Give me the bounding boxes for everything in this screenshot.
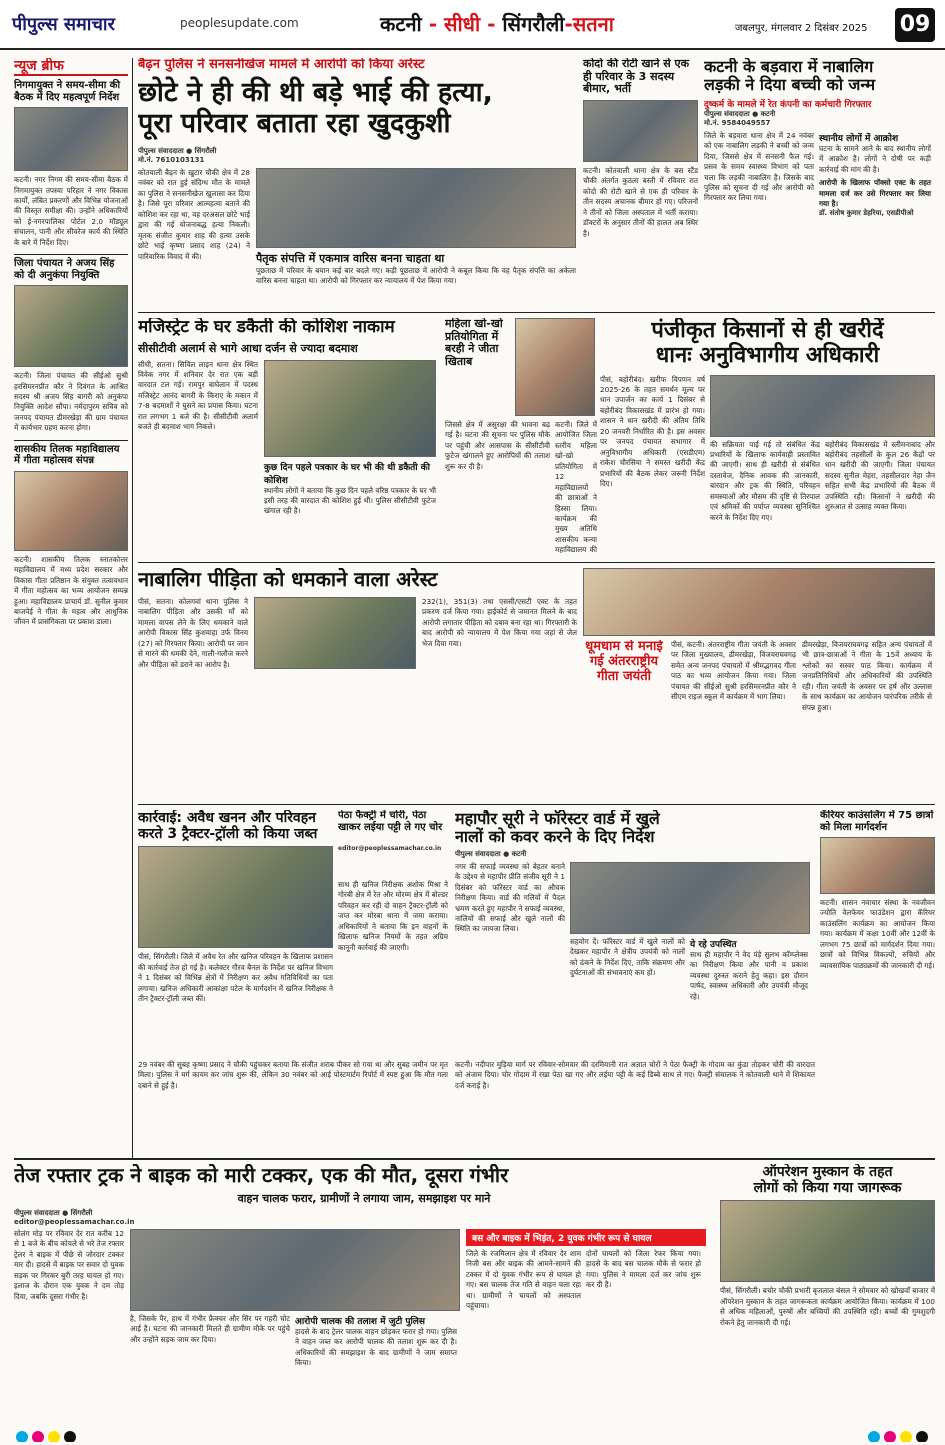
brief-body-3: कटनी। शासकीय तिलक स्नातकोत्तर महाविद्यालय में मध्य प्रदेश सरकार और विकास गीता प्रतिष्ठान के संयुक्त तत्वावधान में गीता महोत्सव का भव्य आयोजन सम्पन्न हुआ। महाविद्यालय प्राचार्य डॉ. सुनील कुमार बाजपेई ने गीता के महत्व और आधुनिक जीवन में प्रासंगिकता पर प्रकाश डाला। <box>14 554 128 627</box>
kho-photo <box>515 318 595 416</box>
muskan-headline-1: ऑपरेशन मुस्कान के तहत <box>762 1164 893 1180</box>
threat-story <box>138 568 578 798</box>
registration-marks <box>14 1428 134 1442</box>
accident-body-3: हादसे के बाद ट्रेलर चालक वाहन छोड़कर फरार हो गया। पुलिस ने वाहन जब्त कर आरोपी चालक की तलाश शुरू कर दी है। अधिकारियों की समझाइश के बाद ग्रामीणों ने जाम समाप्त किया। <box>295 1327 457 1368</box>
gita-story <box>583 640 935 800</box>
paddy-photo <box>710 375 935 437</box>
dacoity-subhead: सीसीटीवी अलार्म से भागे आधा दर्जन से ज्यादा बदमाश <box>138 341 358 355</box>
threat-body-2: 232(1), 351(3) तथा एससी/एसटी एक्ट के तहत प्रकरण दर्ज किया गया। हाईकोर्ट से जमानत मिलने के बाद आरोपी लगातार पीड़िता को दबाव बना रहा था। गिरफ्तारी के बाद आरोपी को न्यायालय में पेश किया गया जहां से जेल भेज दिया गया। <box>422 597 577 648</box>
spacer <box>14 1060 132 1061</box>
career-story <box>820 810 935 1050</box>
accident-subhead: वाहन चालक फरार, ग्रामीणों ने लगाया जाम, समझाइश पर माने <box>237 1192 491 1205</box>
petha-headline: पेठा फैक्ट्री में चोरी, पेठा खाकर लईया पट्टी ले गए चोर <box>338 810 443 833</box>
minor-subhead-2: स्थानीय लोगों में आक्रोश <box>819 133 899 144</box>
row-divider <box>138 804 935 805</box>
accident-body: सोलंग मोड़ पर रविवार देर रात करीब 12 से 1 बजे के बीच कोयले से भरे तेज रफ्तार ट्रेलर ने बाइक में पीछे से जोरदार टक्कर मार दी। हादसे में बाइक पर सवार दो युवक सड़क पर गिरकर बुरी तरह घायल हो गए। इलाज के दौरान एक युवक ने दम तोड़ दिया, जबकि दूसरा गंभीर है। <box>14 1229 124 1301</box>
magenta-dot <box>884 1431 896 1442</box>
mayor-subhead: ये रहे उपस्थित <box>690 939 737 950</box>
brief-headline-3: शासकीय तिलक महाविद्यालय में गीता महोत्सव संपन्न <box>14 440 128 467</box>
paddy-body-3: बहोरीबंद विकासखंड में स्लीमनाबाद और बहोरीबंद तहसीलों के कुल 26 केंद्रों पर धान खरीदी की जाएगी। जिला पंचायत सदस्य सुनील मेहरा, तहसीलदार नेहा जैन सहित सभी केंद्र प्रभारियों की बैठक में उपस्थिति रही। किसानों ने खरीदी की शुरुआत से उत्साह व्यक्त किया। <box>825 439 935 512</box>
petha-body: कटनी। नदीपार मुड़िया मार्ग पर रविवार-सोमवार की दरमियानी रात अज्ञात चोरों ने पेठा फैक्ट्री के गोदाम का कुंडा तोड़कर चोरी की वारदात को अंजाम दिया। चोर गोदाम में रखा पेठा खा गए और लईया पट्टी के कई डिब्बे साथ ले गए। फैक्ट्री संचालक ने कोतवाली थाने में शिकायत दर्ज कराई है। <box>455 1060 815 1090</box>
magenta-dot <box>32 1431 44 1442</box>
lead-headline-line2: पूरा परिवार बताता रहा खुदकुशी <box>138 107 451 139</box>
kodo-headline: कोदो की रोटी खाने से एक ही परिवार के 3 सदस्य बीमार, भर्ती <box>583 58 690 96</box>
brief-headline-1: निगमायुक्त ने समय-सीमा की बैठक में दिए महत्वपूर्ण निर्देश <box>14 80 121 103</box>
accident-story <box>14 1164 714 1424</box>
kho-body: कटनी। जिले में आयोजित जिला स्तरीय महिला खो-खो प्रतियोगिता में 12 महाविद्यालयों की छात्राओं ने हिस्सा लिया। कार्यक्रम की मुख्य अतिथि शासकीय कन्या महाविद्यालय की <box>555 420 597 555</box>
row-divider <box>14 1158 935 1160</box>
mining-headline-2: करते 3 ट्रैक्टर-ट्रॉली को किया जब्त <box>138 826 318 843</box>
paddy-body-1: पीसं, बहोरीबंद। खरीफ विपणन वर्ष 2025-26 के तहत समर्थन मूल्य पर धान उपार्जन का कार्य 1 दिसंबर से बहोरीबंद विकासखंड में प्रारंभ हो गया। शासन ने धान खरीदी की अंतिम तिथि 20 जनवरी निर्धारित की है। इस अवसर पर जनपद पंचायत सभागार में अनुविभागीय अधिकारी (एसडीएम) राकेश चौरसिया ने समस्त खरीदी केंद्र प्रभारियों की बैठक लेकर जरूरी निर्देश दिए। <box>600 374 705 488</box>
lead-byline: पीपुल्स संवाददाता ● सिंगरौली <box>138 147 217 156</box>
brief-photo-2 <box>14 285 128 367</box>
lead-story <box>138 58 578 308</box>
career-body: कटनी। शासन नवाचार संस्था के नवजीवन ज्योति वेलफेयर फाउंडेशन द्वारा कॅरियर काउंसलिंग कार्यक्रम का आयोजन किया गया। कार्यक्रम में कक्षा 10वीं और 12वीं के लगभग 75 छात्रों को मार्गदर्शन दिया गया। छात्रों को विभिन्न विकल्पों, रुचियों और व्यावसायिक पाठ्यक्रमों की जानकारी दी गई। <box>820 898 935 970</box>
mayor-body: नगर की सफाई व्यवस्था को बेहतर बनाने के उद्देश्य से महापौर प्रीति संजीव सूरी ने 1 दिसंबर को फॉरेस्टर वार्ड का औचक निरीक्षण किया। वार्ड की गलियों में पैदल भ्रमण करते हुए महापौर ने सफाई व्यवस्था, नालियों की सफाई और खुले नालों की स्थिति का जायजा लिया। <box>455 861 565 934</box>
dacoity-photo <box>264 360 436 457</box>
mayor-photo <box>570 862 810 934</box>
muskan-body: पीसं, सिंगरौली। बचोर चौकी प्रभारी बृजलाल बंसल ने सोमवार को खोखवाँ बाजार में ऑपरेशन मुस्कान के तहत जागरूकता कार्यक्रम आयोजित किया। कार्यक्रम में 100 से अधिक महिलाओं, पुरुषों और बच्चियों की उपस्थिति रही। बच्चों की गुमशुदगी रोकने हेतु जानकारी दी गई। <box>720 1286 935 1327</box>
section-singrauli: सिंगरौली <box>502 12 565 36</box>
section-title <box>380 10 614 37</box>
cyan-dot <box>868 1431 880 1442</box>
biketruck-headline: बस और बाइक में भिड़ंत, 2 युवक गंभीर रूप से घायल <box>466 1229 706 1246</box>
paddy-headline-1: पंजीकृत किसानों से ही खरीदें <box>651 318 884 343</box>
career-headline: कॅरियर काउंसलिंग में 75 छात्रों को मिला मार्गदर्शन <box>820 810 934 833</box>
minor-quote-by: डॉ. संतोष कुमार डेहरिया, एसडीपीओ <box>819 209 914 218</box>
masthead <box>0 0 945 50</box>
minor-body: जिले के बड़वारा थाना क्षेत्र में 24 नवंबर को एक नाबालिग लड़की ने बच्ची को जन्म दिया, जिससे क्षेत्र में सनसनी फैल गई। प्रसव के समय स्वास्थ्य विभाग को पता चला कि लड़की नाबालिग है। जिसके बाद पुलिस को सूचना दी गई और आरोपी को गिरफ्तार कर लिया गया। <box>704 130 814 203</box>
muskan-photo <box>720 1200 935 1282</box>
threat-photo <box>254 597 416 669</box>
brief-label: न्यूज ब्रीफ <box>14 58 128 76</box>
paddy-body-2: की सक्रियता पाई गई तो संबंधित केंद्र प्रभारियों के खिलाफ कार्यवाही प्रस्तावित की जाएगी। साथ ही खरीदी से संबंधित दस्तावेज, दैनिक आवक की जानकारी, बारदान और ट्रक की स्थिति, परिवहन समस्याओं और मौसम की दृष्टि से तिरपाल एवं श्रमिकों की पर्याप्त व्यवस्था सुनिश्चित करने के निर्देश दिए गए। <box>710 439 820 522</box>
mining-photo <box>138 846 333 948</box>
row-divider <box>138 312 935 313</box>
gita-body-2: ढीमरखेड़ा, विजयराघवगढ़ सहित अन्य पंचायतों में भी छात्र-छात्राओं ने गीता के 15वें अध्याय के श्लोकों का सस्वर पाठ किया। कार्यक्रम में जनप्रतिनिधियों और अधिकारियों की उपस्थिति रही। गीता जयंती के अवसर पर हर्ष और उल्लास के साथ कार्यक्रम का आयोजन पारंपरिक तरीके से संपन्न हुआ। <box>802 640 932 712</box>
row-divider <box>138 562 935 563</box>
news-brief-column <box>14 58 128 1158</box>
mining-body: पीसं, सिंगरौली। जिले में अवैध रेत और खनिज परिवहन के खिलाफ प्रशासन की कार्रवाई तेज हो गई है। कलेक्टर गौरव बैनल के निर्देश पर खनिज विभाग ने 1 दिसंबर को विभिन्न क्षेत्रों में निरीक्षण कर अवैध गतिविधियों का पता लगाया। खनिज अधिकारी आकांक्षा पटेल के मार्गदर्शन में खनिज निरीक्षक ने तीन ट्रैक्टर-ट्रॉली जब्त कीं। <box>138 952 333 1003</box>
lead-photo <box>256 168 576 248</box>
kodo-story <box>583 58 698 308</box>
lead-subhead: पैतृक संपत्ति में एकमात्र वारिस बनना चाहता था <box>256 252 445 266</box>
accident-photo <box>130 1229 460 1311</box>
lead-body-3: पूछताछ में परिवार के बयान कई बार बदले गए। कड़ी पूछताछ में आरोपी ने कबूल किया कि वह पैतृक संपत्ति का अकेला वारिस बनना चाहता था। आरोपी को गिरफ्तार कर न्यायालय में पेश किया गया। <box>256 266 576 286</box>
accident-subhead-2: आरोपी चालक की तलाश में जुटी पुलिस <box>295 1317 425 1327</box>
kodo-body: कटनी। कोतवाली थाना क्षेत्र के बस स्टैंड चौकी अंतर्गत कुठला बस्ती में रविवार रात कोदो की रोटी खाने से एक ही परिवार के तीन सदस्य अचानक बीमार हो गए। परिजनों ने तीनों को जिला अस्पताल में भर्ती कराया। डॉक्टरों के अनुसार तीनों की हालत अब स्थिर है। <box>583 165 698 238</box>
muskan-story <box>720 1164 935 1424</box>
mayor-body-3: साथ ही महापौर ने वेद पंड़े सुलभ कॉम्प्लेक्स का निरीक्षण किया और पानी व प्रकाश व्यवस्था दुरुस्त कराने हेतु कहा। इस दौरान पार्षद, स्वास्थ्य अधिकारी और उपयंत्री मौजूद रहे। <box>690 949 808 1001</box>
issue-date: जबलपुर, मंगलवार 2 दिसंबर 2025 <box>735 23 868 34</box>
dacoity-story <box>138 318 438 558</box>
black-dot <box>916 1431 928 1442</box>
mayor-byline: पीपुल्स संवाददाता ● कटनी <box>455 849 527 858</box>
yellow-dot <box>48 1431 60 1442</box>
column-divider <box>132 58 133 1158</box>
mayor-body-2: सहयोग दें। फॉरेस्टर वार्ड में खुले नालों को देखकर महापौर ने क्षेत्रीय उपयंत्री को नालों को ढंकने के निर्देश दिए, ताकि संक्रमण और दुर्घटनाओं की संभावनाएं कम हों। <box>570 936 685 978</box>
paddy-headline-2: धानः अनुविभागीय अधिकारी <box>655 343 880 369</box>
lead-body-1: कोतवाली बैढ़न के खुटार चौकी क्षेत्र में 28 नवंबर को रात हुई संदिग्ध मौत के मामले का पुलिस ने सनसनीखेज खुलासा कर दिया है। जिसे पूरा परिवार आत्महत्या बताने की कोशिश कर रहा था, वह दरअसल छोटे भाई द्वारा की गई योजनाबद्ध हत्या निकली। मृतक संजीत कुमार शाह की हत्या उसके छोटे भाई कृष्णा प्रसाद शाह (24) ने पारिवारिक विवाद में की। <box>138 168 250 261</box>
cyan-dot <box>16 1431 28 1442</box>
lead-headline-line1: छोटे ने ही की थी बड़े भाई की हत्या, <box>138 76 493 108</box>
mining-headline-1: कार्रवाई: अवैध खनन और परिवहन <box>138 810 316 826</box>
threat-body: पीसं, सतना। कोलगवां थाना पुलिस ने नाबालिग पीड़िता और उसकी माँ को मामला वापस लेने के लिए धमकाने वाले आरोपी विकास सिंह कुशवाहा उर्फ विनय (27) को गिरफ्तार किया। आरोपी पर जान से मारने की धमकी देने, गाली-गलौज करने और पीड़िता को डराने का आरोप है। <box>138 597 248 669</box>
minor-mobile: मो.नं. 9584049557 <box>704 118 771 127</box>
dacoity-body: सीधी, सतना। सिविल लाइन थाना क्षेत्र स्थित विवेक नगर में शनिवार देर रात एक बड़ी वारदात टल गई। रामपुर बाघेलान में पदस्थ मजिस्ट्रेट आनंद बागरी के किराए के मकान में 7-8 बदमाशों ने घुसने का प्रयास किया। घटना रात लगभग 1 बजे की है। सीसीटीवी अलार्म बजते ही बदमाश भाग निकले। <box>138 359 258 432</box>
kho-headline: महिला खो-खो प्रतियोगिता में बरही ने जीता खिताब <box>445 318 503 368</box>
dacoity-body-3: जिससे क्षेत्र में असुरक्षा की भावना बढ़ गई है। घटना की सूचना पर पुलिस मौके पर पहुंची और आसपास के सीसीटीवी फुटेज खंगालने हुए आरोपियों की तलाश शुरू कर दी है। <box>445 420 550 471</box>
gita-photo <box>583 568 935 636</box>
black-dot <box>64 1431 76 1442</box>
biketruck-body: जिले के रजमिलान क्षेत्र में रविवार देर शाम निजी बस और बाइक की आमने-सामने की टक्कर में दो युवक गंभीर रूप से घायल हो गए। बस चालक तेज गति से वाहन चला रहा था। ग्रामीणों ने घायलों को अस्पताल पहुंचाया। <box>466 1249 581 1311</box>
section-satna: -सतना <box>564 12 614 36</box>
website-link[interactable]: peoplesupdate.com <box>180 16 299 30</box>
accident-byline: पीपुल्स संवाददाता ● सिंगरौली <box>14 1209 93 1217</box>
petha-meta <box>338 845 450 880</box>
dacoity-body-2: स्थानीय लोगों ने बताया कि कुछ दिन पहले वरिष्ठ पत्रकार के घर भी इसी तरह की वारदात की कोशिश हुई थी। पुलिस सीसीटीवी फुटेज खंगाल रही है। <box>264 485 436 516</box>
brief-body-2: कटनी। जिला पंचायत की सीईओ सुश्री हरसिमरनप्रीत कौर ने दिवंगत के आश्रित सदस्य श्री अजय सिंह बागरी को अनुकंपा नियुक्ति आदेश सौंपा। नर्मदापुरम सचिव को जनपद पंचायत ढीमरखेड़ा की ग्राम पंचायत में कार्यभार ग्रहण करना होगा। <box>14 371 128 433</box>
section-katni: कटनी <box>380 12 422 36</box>
minor-subhead: दुष्कर्म के मामले में रेत कंपनी का कर्मचारी गिरफ्तार <box>704 99 872 110</box>
mayor-story <box>455 810 815 1050</box>
lead-body-2: 29 नवंबर की सुबह कृष्णा प्रसाद ने चौकी पहुंचकर बताया कि संजीत शराब पीकर सो गया था और सुबह जमीन पर मृत मिला। पुलिस ने मर्ग कायम कर जांच शुरू की, लेकिन 30 नवंबर को आई पोस्टमार्टम रिपोर्ट में स्पष्ट हुआ कि मौत गला दबाने से हुई है। <box>138 1060 448 1090</box>
mayor-headline-2: नालों को कवर करने के दिए निर्देश <box>455 827 655 847</box>
page-number: 09 <box>895 8 935 42</box>
mining-story <box>138 810 333 1050</box>
kodo-photo <box>583 100 698 162</box>
gita-headline: धूमधाम से मनाई गई अंतरराष्ट्रीय गीता जयंती <box>585 640 663 684</box>
lead-kicker: बैढ़न पुलिस ने सनसनीखेज मामले में आरोपी को किया अरेस्ट <box>138 58 425 72</box>
minor-headline-1: कटनी के बड़वारा में नाबालिग <box>704 58 874 76</box>
dacoity-headline: मजिस्ट्रेट के घर डकैती की कोशिश नाकाम <box>138 318 395 337</box>
newspaper-logo: पीपुल्स समाचार <box>12 14 115 35</box>
brief-photo-3 <box>14 471 128 551</box>
minor-body-2: घटना के सामने आने के बाद स्थानीय लोगों में आक्रोश है। लोगों ने दोषी पर कड़ी कार्रवाई की मांग की है। <box>819 143 931 174</box>
paddy-story <box>600 318 935 558</box>
brief-body-1: कटनी। नगर निगम की समय-सीमा बैठक में निगमायुक्त तपस्या परिहार ने नगर विकास कार्यों, लंबित प्रकरणों और विभिन्न योजनाओं की विस्तृत समीक्षा की। उन्होंने अधिकारियों को ई-नगरपालिका पोर्टल 2.0 मॉड्यूल संचालन, पानी और सीवरेज कार्य की स्थिति के बारे में निर्देश दिए। <box>14 175 128 247</box>
career-photo <box>820 837 935 894</box>
minor-headline-2: लड़की ने दिया बच्ची को जन्म <box>704 75 876 95</box>
muskan-headline-2: लोगों को किया गया जागरूक <box>753 1180 902 1197</box>
brief-photo-1 <box>14 107 128 171</box>
minor-story <box>704 58 934 308</box>
petha-byline: editor@peoplessamachar.co.in <box>338 845 442 852</box>
accident-headline: तेज रफ्तार ट्रक ने बाइक को मारी टक्कर, एक की मौत, दूसरा गंभीर <box>14 1164 509 1187</box>
registration-marks <box>810 1428 930 1442</box>
mining-body-2: साथ ही खनिज निरीक्षक अशोक मिश्रा ने गोरबी क्षेत्र में रेत और मोरम्म क्षेत्र में बोल्डर परिवहन कर रही दो वाहन ट्रैक्टर-ट्रॉली को जप्त कर मोरबा थाना में जमा कराया। अधिकारियों ने बताया कि इन वाहनों के खिलाफ खनिज नियमों के तहत अग्रिम कानूनी कार्रवाई की जाएगी। <box>338 880 448 952</box>
mayor-headline-1: महापौर सूरी ने फॉरेस्टर वार्ड में खुले <box>455 810 660 828</box>
minor-byline: पीपुल्स संवाददाता ● कटनी <box>704 109 776 118</box>
brief-headline-2: जिला पंचायत ने अजय सिंह को दी अनुकंपा नियुक्ति <box>14 254 128 281</box>
accident-body-2: है, जिसके पैर, हाथ में गंभीर फ्रैक्चर और सिर पर गहरी चोट आई है। घटना की जानकारी मिलते ही ग्रामीण मौके पर पहुंचे और उन्होंने सड़क जाम कर दिया। <box>130 1314 290 1344</box>
lead-mobile: मो.नं. 7610103131 <box>138 156 205 165</box>
biketruck-body-2: दोनों घायलों को जिला रेफर किया गया। हादसे के बाद बस चालक मौके से फरार हो गया। पुलिस ने मामला दर्ज कर जांच शुरू कर दी है। <box>586 1249 701 1290</box>
threat-headline: नाबालिग पीड़िता को धमकाने वाला अरेस्ट <box>138 568 438 591</box>
dacoity-subhead-2: कुछ दिन पहले पत्रकार के घर भी की थी डकैती की कोशिश <box>264 462 430 486</box>
accident-email: editor@peoplessamachar.co.in <box>14 1218 135 1226</box>
gita-body: पीसं, कटनी। अंतरराष्ट्रीय गीता जयंती के अवसर पर जिला मुख्यालय, ढीमरखेड़ा, विजयराघवगढ़ समेत अन्य जनपद पंचायतों में श्रीमद्भगवद गीता पाठ का भव्य आयोजन किया गया। जिला पंचायत की सीईओ सुश्री हरसिमरनप्रीत कौर ने सीएम राइज स्कूल में कार्यक्रम में भाग लिया। <box>671 640 796 702</box>
section-sidhi: - सीधी - <box>421 12 503 36</box>
yellow-dot <box>900 1431 912 1442</box>
minor-quote: आरोपी के खिलाफ पॉक्सो एक्ट के तहत मामला दर्ज कर उसे गिरफ्तार कर लिया गया है। <box>819 178 931 208</box>
